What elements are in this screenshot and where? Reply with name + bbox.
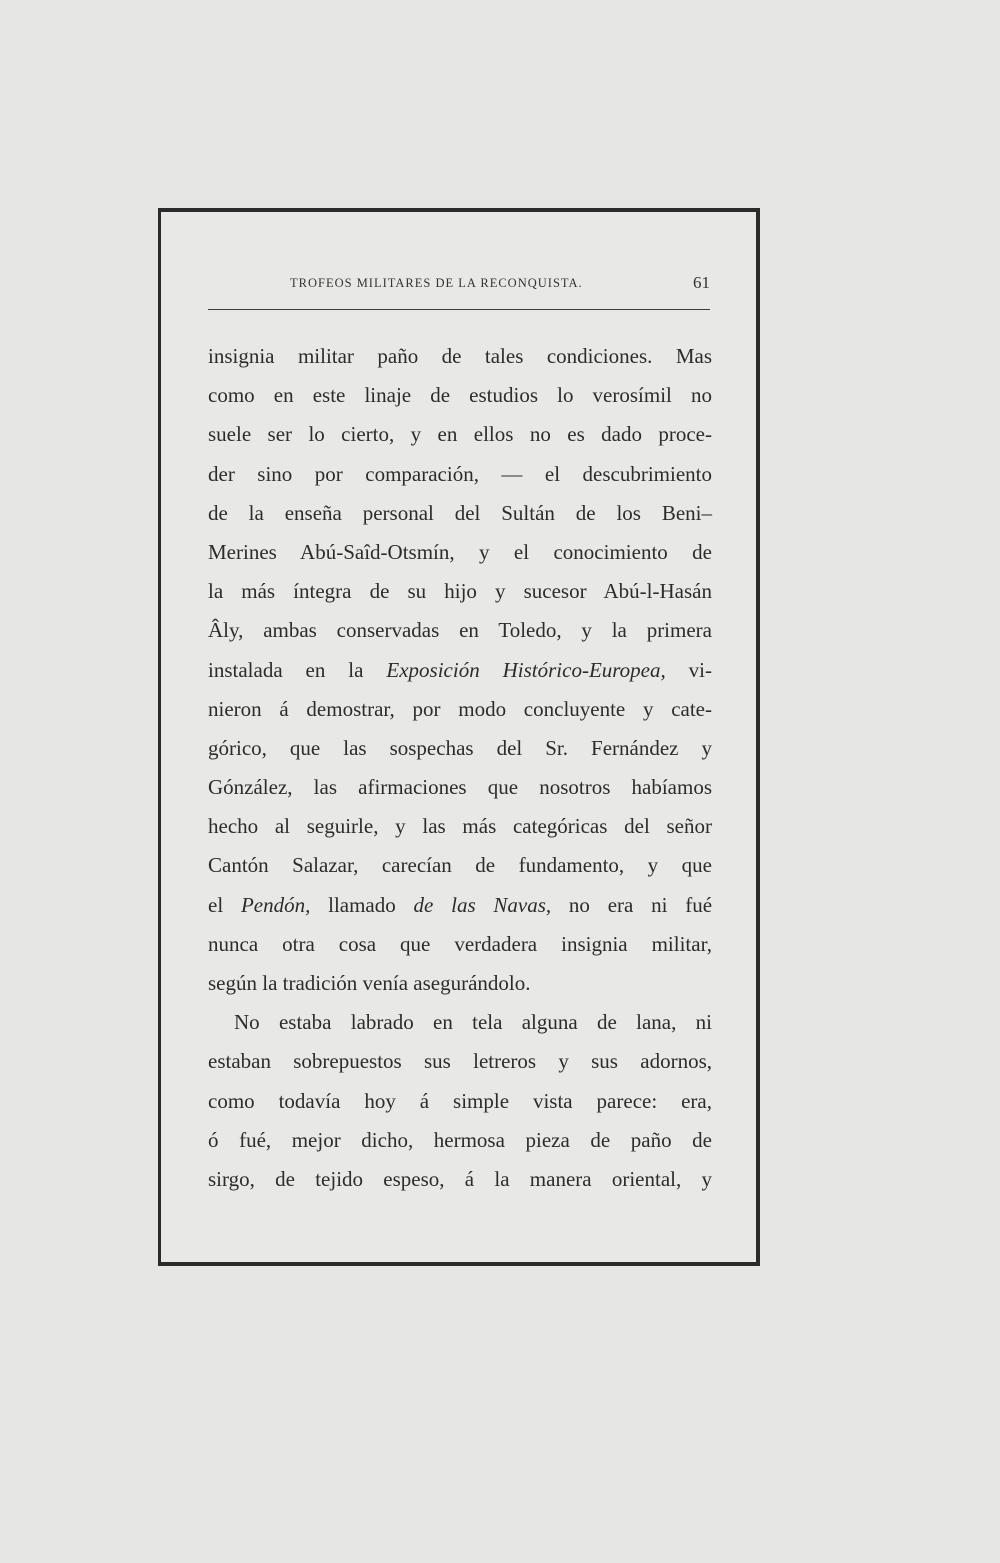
italic-de-las-navas: de las Navas, bbox=[413, 892, 552, 917]
page-header bbox=[290, 273, 710, 298]
running-title: TROFEOS MILITARES DE LA RECONQUISTA. bbox=[290, 276, 583, 290]
text-line: Gónzález, las afirmaciones que nosotros habíamos bbox=[208, 775, 712, 800]
text-span: instalada en la bbox=[208, 657, 387, 682]
text-line bbox=[208, 886, 712, 925]
text-span: vi- bbox=[665, 657, 712, 682]
text-line: górico, que las sospechas del Sr. Fernández y bbox=[208, 735, 712, 760]
text-line: sirgo, de tejido espeso, á la manera oriental, y bbox=[208, 1166, 712, 1191]
text-line: como en este linaje de estudios lo verosímil no bbox=[208, 383, 712, 408]
text-line: insignia militar paño de tales condiciones. Mas bbox=[208, 344, 712, 368]
italic-title-exposicion: Exposición Histórico-Europea, bbox=[386, 657, 666, 682]
header-rule bbox=[208, 309, 710, 310]
page-number: 61 bbox=[693, 273, 710, 292]
text-line: hecho al seguirle, y las más categóricas del señor bbox=[208, 814, 712, 839]
text-line: Merines Abú-Saîd-Otsmín, y el conocimiento de bbox=[208, 539, 712, 564]
text-line: Cantón Salazar, carecían de fundamento, y que bbox=[208, 853, 712, 878]
paragraph-end-line: según la tradición venía asegurándolo. bbox=[208, 971, 531, 995]
text-line: estaban sobrepuestos sus letreros y sus adornos, bbox=[208, 1049, 712, 1074]
italic-pendon: Pendón, bbox=[240, 892, 311, 917]
text-line: nieron á demostrar, por modo concluyente y cate- bbox=[208, 696, 712, 721]
text-line: la más íntegra de su hijo y sucesor Abú-l-Hasán bbox=[208, 579, 712, 604]
text-line bbox=[208, 651, 712, 690]
text-span: el bbox=[208, 892, 241, 917]
body-text bbox=[208, 337, 712, 1199]
text-line: de la enseña personal del Sultán de los Beni– bbox=[208, 500, 712, 525]
text-line: der sino por comparación, — el descubrimiento bbox=[208, 461, 712, 486]
text-line: suele ser lo cierto, y en ellos no es dado proce- bbox=[208, 422, 712, 447]
text-span: no era ni fué bbox=[551, 892, 713, 917]
paragraph-start-line: No estaba labrado en tela alguna de lana, ni bbox=[234, 1010, 712, 1035]
text-line: ó fué, mejor dicho, hermosa pieza de paño de bbox=[208, 1127, 712, 1152]
text-line: como todavía hoy á simple vista parece: era, bbox=[208, 1088, 712, 1113]
text-line: Âly, ambas conservadas en Toledo, y la primera bbox=[208, 618, 712, 643]
text-line: nunca otra cosa que verdadera insignia militar, bbox=[208, 931, 712, 956]
text-span: llamado bbox=[310, 892, 414, 917]
